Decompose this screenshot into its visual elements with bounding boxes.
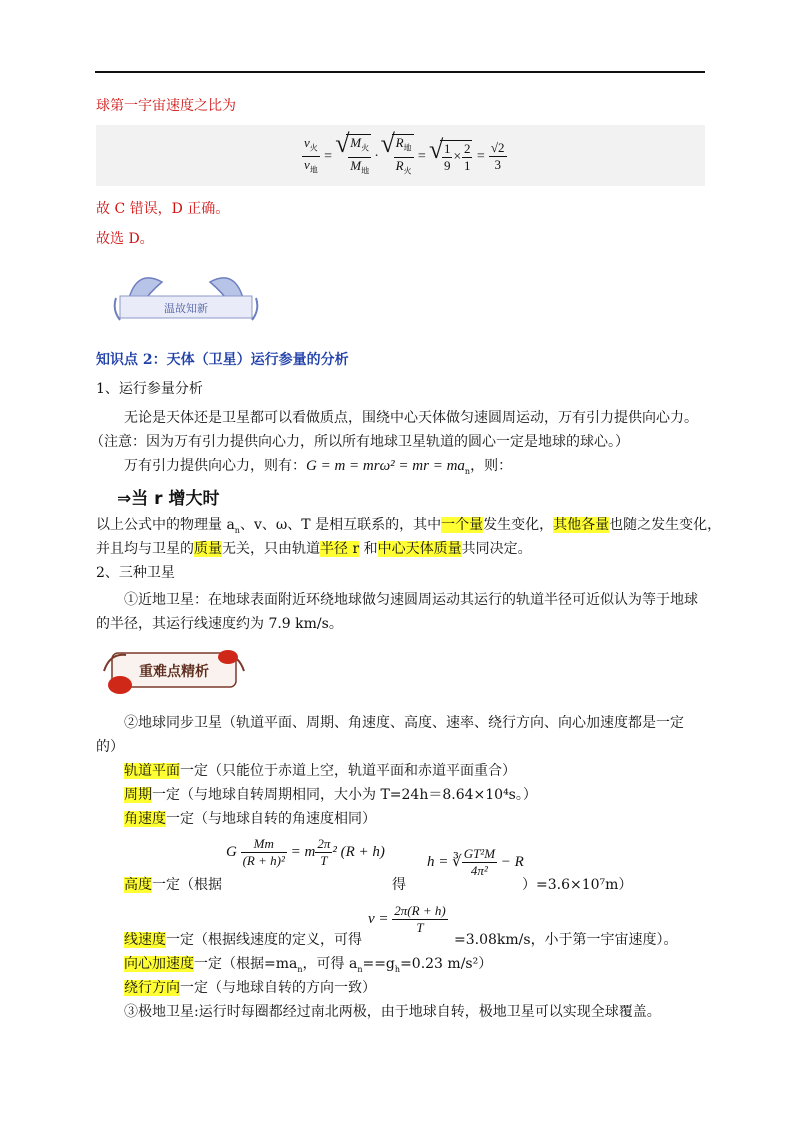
paragraph-6: ①近地卫星：在地球表面附近环绕地球做匀速圆周运动其运行的轨道半径可近似认为等于地球	[124, 592, 698, 608]
p4-a: 以上公式中的物理量 a	[96, 517, 235, 533]
item-5-result: =3.08km/s，小于第一宇宙速度）。	[454, 932, 678, 948]
item-2-highlight: 周期	[124, 787, 152, 803]
header-rule	[95, 71, 705, 73]
item-direction	[124, 978, 376, 998]
p3-equation: G = m = mrω² = mr = ma	[306, 458, 465, 474]
item-4-highlight: 高度	[124, 877, 152, 893]
text-line-1: 球第一宇宙速度之比为	[96, 98, 236, 114]
p5-g: 共同决定。	[461, 541, 532, 557]
ratio-formula-box	[96, 125, 705, 186]
paragraph-7: 的半径，其运行线速度约为 7.9 km/s。	[96, 616, 343, 632]
p5-highlight-radius: 半径 r	[320, 541, 360, 557]
p4-highlight-1: 一个量	[441, 517, 484, 533]
item-6-text-a: 一定（根据=ma	[194, 956, 298, 972]
banner-text-1: 温故知新	[164, 302, 208, 315]
p3-suffix: ，则：	[470, 458, 513, 474]
item-3-highlight: 角速度	[124, 811, 166, 827]
item-4-de: 得	[392, 877, 406, 893]
paragraph-5	[96, 539, 532, 559]
item-7-highlight: 绕行方向	[124, 980, 180, 996]
item-5-text: 一定（根据线速度的定义，可得	[166, 932, 362, 948]
item-1-highlight: 轨道平面	[124, 763, 180, 779]
item-4-text: 一定（根据	[152, 877, 222, 893]
item-height	[124, 875, 632, 895]
item-orbit-plane	[124, 761, 516, 781]
item-angular-velocity	[124, 809, 376, 829]
text-line-3: 故选 D。	[96, 231, 154, 247]
gravity-equation: G $\frac{Mm}{\text{(R + h)²}}$ = m $\frac{2\pi}{T}$ ² (R + h)	[226, 836, 385, 868]
p4-f: 也随之发生变化，	[609, 517, 722, 533]
p3-prefix: 万有引力提供向心力，则有：	[124, 458, 306, 474]
p5-e: 和	[359, 541, 378, 557]
item-6-text-c: ==g	[362, 956, 395, 972]
item-3-text: 一定（与地球自转的角速度相同）	[166, 811, 376, 827]
velocity-equation: v = $\frac{2\pi(R + h)}{T}$	[368, 903, 446, 935]
p4-b: 、v、ω、T 是相互联系的，其中	[239, 517, 442, 533]
item-6-text-b: ，可得 a	[302, 956, 358, 972]
paragraph-9: 的）	[96, 739, 124, 755]
item-2-text: 一定（与地球自转周期相同，大小为 T=24h＝8.64×10⁴s。）	[152, 787, 537, 803]
p5-highlight-mass: 质量	[194, 541, 222, 557]
p5-c: 无关，只由轨道	[222, 541, 320, 557]
item-4-result: ）=3.6×10⁷m）	[522, 877, 633, 893]
paragraph-4: 以上公式中的物理量 $a_n$、v、ω、T 是相互联系的，其中一个量发生变化，其他各量也随之发生变化，	[96, 517, 722, 535]
key-analysis-banner-image	[100, 641, 248, 701]
text-line-2: 故 C 错误，D 正确。	[96, 201, 230, 217]
item-1-text: 一定（只能位于赤道上空，轨道平面和赤道平面重合）	[180, 763, 516, 779]
paragraph-3: 万有引力提供向心力，则有：G = m = mrω² = mr = $ma_n$，则：	[124, 458, 513, 476]
item-6-text-d: =0.23 m/s²）	[400, 956, 493, 972]
paragraph-8: ②地球同步卫星（轨道平面、周期、角速度、高度、速率、绕行方向、向心加速度都是一定	[124, 715, 684, 731]
item-period	[124, 785, 537, 805]
subsection-1: 1、运行参量分析	[96, 381, 203, 397]
review-banner-image	[110, 262, 262, 328]
banner-text-2: 重难点精析	[139, 664, 209, 680]
p5-a: 并且均与卫星的	[96, 541, 194, 557]
ratio-formula: $\frac{v_火}{v_地}$ = √ $\frac{M_火}{M_地}$ · √ $\frac{R_地}{R_火}$ = √ $\frac{1}{9}$ × $\frac{2}{1}$ = $\frac{√2}{3}$	[302, 134, 507, 179]
paragraph-1: 无论是天体还是卫星都可以看做质点，围绕中心天体做匀速圆周运动，万有引力提供向心力。	[124, 410, 698, 426]
item-7-text: 一定（与地球自转的方向一致）	[180, 980, 376, 996]
p4-highlight-2: 其他各量	[553, 517, 610, 533]
item-5-highlight: 线速度	[124, 932, 166, 948]
p4-d: 发生变化，	[483, 517, 554, 533]
item-6-highlight: 向心加速度	[124, 956, 194, 972]
p5-highlight-central-mass: 中心天体质量	[377, 541, 462, 557]
paragraph-10: ③极地卫星:运行时每圈都经过南北两极，由于地球自转，极地卫星可以实现全球覆盖。	[124, 1004, 661, 1020]
section-heading: 知识点 2：天体（卫星）运行参量的分析	[96, 352, 349, 368]
paragraph-2: （注意：因为万有引力提供向心力，所以所有地球卫星轨道的圆心一定是地球的球心。）	[90, 434, 629, 450]
item-linear-velocity	[124, 930, 678, 950]
subsection-2: 2、三种卫星	[96, 565, 175, 581]
height-equation: h = ∛ $\frac{\text{GT²M}}{\text{4π²}}$ − R	[427, 846, 524, 878]
conclusion-line: ⇒当 r 增大时	[117, 489, 220, 509]
item-centripetal-acceleration: 向心加速度一定（根据$=ma_n$，可得 $a_n==g_h=0.23$ m/s²）	[124, 956, 493, 974]
